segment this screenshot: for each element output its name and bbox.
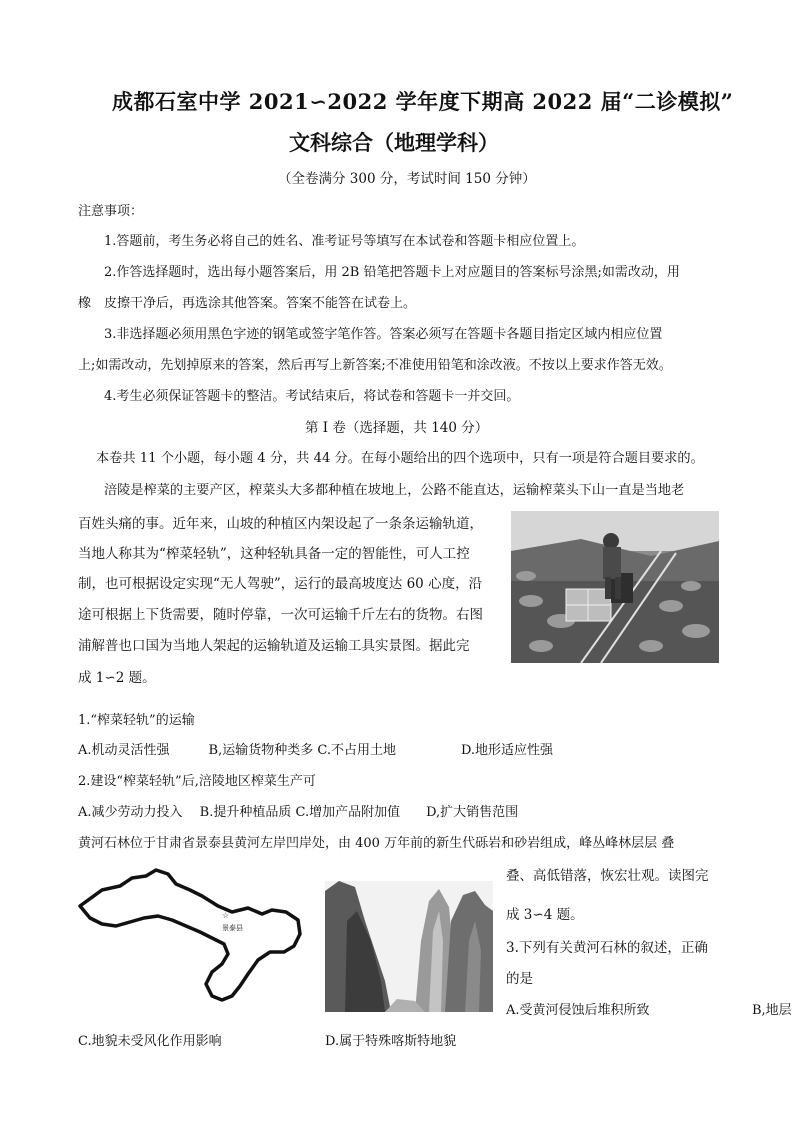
passage2-line3: 成 3∽4 题。 (506, 907, 584, 923)
passage1-line1: 涪陵是榨菜的主要产区，榨菜头大多都种植在坡地上，公路不能直达，运输榨菜头下山一直是当地老 (104, 483, 685, 498)
passage2-line1: 黄河石林位于甘肃省景泰县黄河左岸凹岸处，由 400 万年前的新生代砾岩和砂岩组成，峰丛峰林层层 叠 (78, 836, 675, 851)
map-label-jingtai: 景泰县 (222, 924, 243, 932)
notice-item-1: 1.答题前，考生务必将自己的姓名、准考证号等填写在本试卷和答题卡相应位置上。 (104, 234, 585, 249)
question-2-stem: 2.建设“榨菜轻轨”后,涪陵地区榨菜生产可 (78, 774, 316, 789)
question-3-stem-cont: 的是 (506, 971, 533, 987)
stone-forest-image (325, 881, 493, 1012)
score-time: （全卷满分 300 分，考试时间 150 分钟） (278, 171, 536, 187)
passage1-line4: 制，也可根据设定实现“无人驾驶”，运行的最高坡度达 60 心度，沿 (78, 576, 483, 592)
stone-forest-photo (325, 881, 493, 1012)
notice-item-3: 3.非选择题必须用黑色字迹的钢笔或签字笔作答。答案必须写在答题卡各题目指定区域内相应位置 (104, 327, 663, 342)
notice-item-4: 4.考生必须保证答题卡的整洁。考试结束后，将试卷和答题卡一并交回。 (104, 389, 520, 404)
notice-item-2: 2.作答选择题时，选出每小题答案后，用 2B 铅笔把答题卡上对应题目的答案标号涂黑;如需改动，用 (104, 265, 680, 280)
passage1-line7: 成 1∽2 题。 (78, 670, 156, 686)
section-heading: 第 I 卷（选择题，共 140 分） (305, 420, 489, 436)
gansu-outline-map (72, 860, 312, 1020)
passage1-line3: 当地人称其为“榨菜轻轨”，这种轻轨具备一定的智能性，可人工控 (78, 546, 470, 562)
rail-transport-photo (511, 511, 719, 663)
passage2-line2: 叠、高低错落，恢宏壮观。读图完 (506, 868, 709, 884)
question-1-stem: 1.“榨菜轻轨”的运输 (78, 713, 195, 728)
exam-subtitle: 文科综合（地理学科） (289, 130, 499, 155)
question-3-option-d: D.属于特殊喀斯特地貌 (325, 1034, 457, 1049)
question-3-option-b: B,地层 (752, 1003, 792, 1018)
passage1-line6: 浦解普也口国为当地人架起的运输轨道及运输工具实景图。据此完 (78, 638, 470, 654)
passage1-line5: 途可根据上下货需要，随时停靠，一次可运输千斤左右的货物。右图 (78, 607, 483, 623)
passage1-line2: 百姓头痛的事。近年来，山坡的种植区内架设起了一条条运输轨道， (78, 516, 483, 532)
question-3-option-a: A.受黄河侵蚀后堆积所致 (506, 1003, 650, 1018)
notice-heading: 注意事项： (78, 204, 144, 219)
section-intro: 本卷共 11 个小题，每小题 4 分，共 44 分。在每小题给出的四个选项中，只有一项是符合题目要求的。 (96, 451, 704, 466)
exam-title: 成都石室中学 2021∽2022 学年度下期高 2022 届“二诊模拟” (112, 89, 734, 114)
jingtai-star-icon: ☆ (222, 911, 230, 920)
notice-item-2-cont: 橡 皮擦干净后，再选涂其他答案。答案不能答在试卷上。 (78, 296, 417, 311)
question-3-option-c: C.地貌未受风化作用影响 (78, 1034, 222, 1049)
gansu-map (72, 860, 312, 1020)
rail-transport-image (511, 511, 719, 663)
question-3-stem: 3.下列有关黄河石林的叙述，正确 (506, 940, 708, 956)
question-1-options: A.机动灵活性强 B,运输货物种类多 C.不占用土地 D.地形适应性强 (78, 743, 554, 758)
question-2-options: A.减少劳动力投入 B.提升种植品质 C.增加产品附加值 D,扩大销售范围 (78, 805, 519, 820)
notice-item-3-cont: 上;如需改动，先划掉原来的答案，然后再写上新答案;不准使用铅笔和涂改液。不按以上要求作答无效。 (78, 358, 672, 373)
